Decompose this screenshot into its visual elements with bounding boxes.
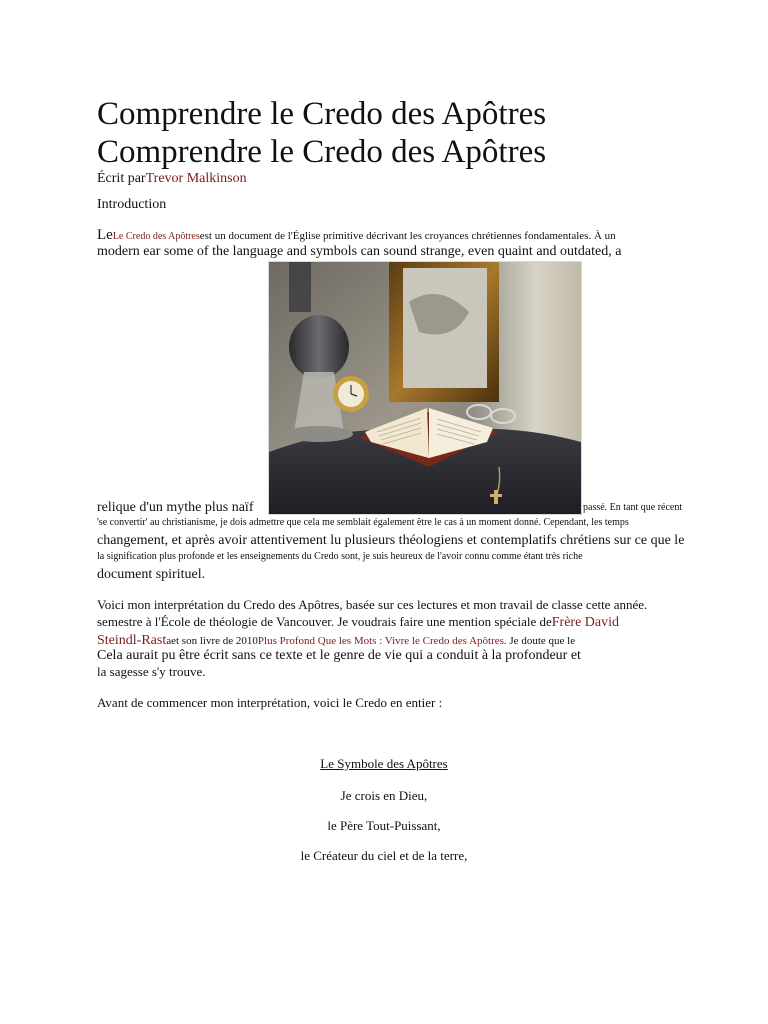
book-title-link[interactable]: Plus Profond Que les Mots : Vivre le Credo des Apôtres.	[257, 635, 507, 647]
para2-line-2-text: semestre à l'École de théologie de Vancouver. Je voudrais faire une mention spéciale de	[97, 614, 552, 629]
para2-line-2	[97, 613, 619, 631]
creed-title	[0, 756, 768, 772]
intro-line-3b: passé. En tant que récent	[583, 502, 683, 513]
byline-prefix: Écrit par	[97, 171, 146, 186]
para2-line-3-text: aet son livre de 2010	[166, 635, 258, 647]
steindl-rast-link[interactable]: Steindl-Rast	[97, 633, 167, 648]
para2-line-3-end: Je doute que le	[506, 635, 576, 647]
bible-painting-image	[268, 261, 582, 515]
creed-line-3: le Créateur du ciel et de la terre,	[300, 848, 468, 863]
credo-link[interactable]: Le Credo des Apôtres	[112, 231, 200, 242]
para3-line-1: Avant de commencer mon interprétation, voici le Credo en entier :	[97, 695, 443, 710]
intro-line-1	[97, 226, 616, 244]
creed-line-1: Je crois en Dieu,	[340, 788, 428, 803]
intro-line-5: changement, et après avoir attentivement lu plusieurs théologiens et contemplatifs chrétiens sur ce que le	[97, 533, 685, 548]
para2-line-4: Cela aurait pu être écrit sans ce texte et le genre de vie qui a conduit à la profondeur et	[97, 648, 581, 663]
page-title-line-1: Comprendre le Credo des Apôtres	[97, 96, 547, 132]
frere-david-link[interactable]: Frère David	[551, 615, 620, 630]
intro-line-4: 'se convertir' au christianisme, je dois admettre que cela me semblait également être le cas à un moment donné. Cependant, les temps	[97, 517, 629, 528]
creed-line-2: le Père Tout-Puissant,	[327, 818, 441, 833]
section-heading-introduction: Introduction	[97, 197, 167, 212]
byline	[97, 171, 247, 187]
para2-line-3	[97, 631, 575, 649]
intro-line-7: document spirituel.	[97, 567, 206, 582]
creed-title-text: Le Symbole des Apôtres	[320, 756, 448, 771]
page-title-line-2: Comprendre le Credo des Apôtres	[97, 134, 547, 170]
intro-line-2: modern ear some of the language and symbols can sound strange, even quaint and outdated, a	[97, 244, 622, 259]
intro-line-1-rest: est un document de l'Église primitive décrivant les croyances chrétiennes fondamentales. À un	[199, 230, 616, 242]
author-link[interactable]: Trevor Malkinson	[145, 171, 247, 186]
para2-line-1: Voici mon interprétation du Credo des Apôtres, basée sur ces lectures et mon travail de classe cette année.	[97, 597, 648, 612]
para2-line-5: la sagesse s'y trouve.	[97, 664, 206, 679]
intro-line-3a: relique d'un mythe plus naïf	[97, 500, 254, 515]
intro-le: Le	[97, 227, 113, 243]
intro-line-6: la signification plus profonde et les enseignements du Credo sont, je suis heureux de l'avoir connu comme étant très riche	[97, 551, 583, 562]
